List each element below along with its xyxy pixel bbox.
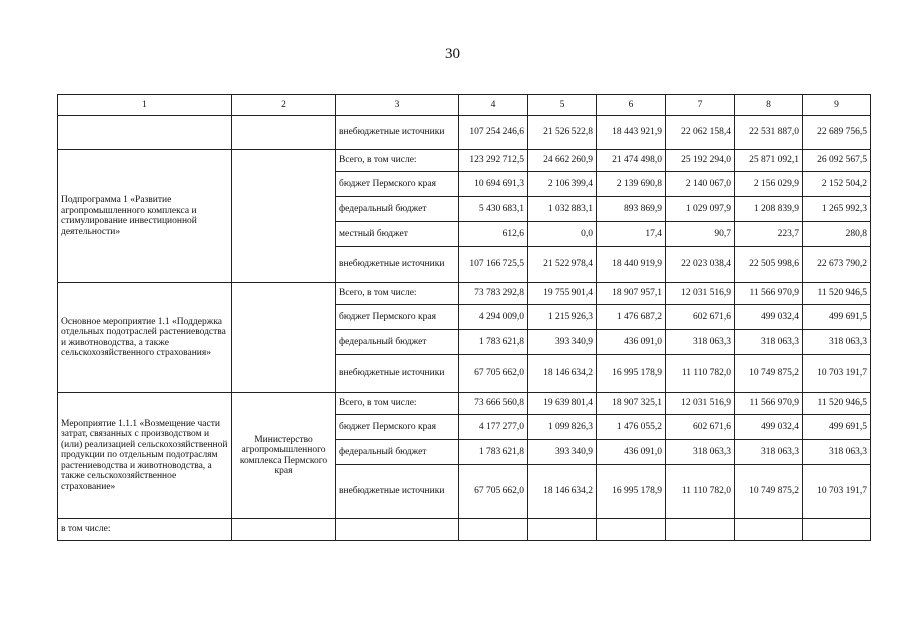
- value-cell: 318 063,3: [735, 440, 803, 465]
- header-row: [58, 95, 871, 116]
- value-cell: 436 091,0: [597, 330, 666, 355]
- value-cell: 21 474 498,0: [597, 150, 666, 172]
- value-cell: 499 032,4: [735, 415, 803, 440]
- funding-source-cell: Всего, в том числе:: [336, 393, 459, 415]
- value-cell: 11 566 970,9: [735, 393, 803, 415]
- header-cell: 9: [803, 95, 871, 116]
- funding-source-cell: федеральный бюджет: [336, 440, 459, 465]
- value-cell: 107 254 246,6: [459, 116, 528, 150]
- value-cell: 318 063,3: [803, 440, 871, 465]
- value-cell: 612,6: [459, 222, 528, 247]
- value-cell: 602 671,6: [666, 415, 735, 440]
- budget-table: [57, 94, 871, 541]
- value-cell: 318 063,3: [666, 330, 735, 355]
- value-cell: [597, 519, 666, 541]
- value-cell: 2 152 504,2: [803, 172, 871, 197]
- value-cell: 393 340,9: [528, 440, 597, 465]
- funding-source-cell: бюджет Пермского края: [336, 172, 459, 197]
- value-cell: 1 265 992,3: [803, 197, 871, 222]
- value-cell: 11 520 946,5: [803, 393, 871, 415]
- table-row: [58, 393, 871, 415]
- value-cell: 11 520 946,5: [803, 283, 871, 305]
- funding-source-cell: внебюджетные источники: [336, 355, 459, 393]
- header-cell: 5: [528, 95, 597, 116]
- executor-cell: [232, 519, 336, 541]
- funding-source-cell: внебюджетные источники: [336, 116, 459, 150]
- value-cell: 1 215 926,3: [528, 305, 597, 330]
- value-cell: 67 705 662,0: [459, 355, 528, 393]
- value-cell: 223,7: [735, 222, 803, 247]
- value-cell: 18 907 325,1: [597, 393, 666, 415]
- value-cell: 1 476 687,2: [597, 305, 666, 330]
- header-cell: 6: [597, 95, 666, 116]
- page-number: 30: [445, 46, 460, 62]
- table-row: [58, 519, 871, 541]
- funding-source-cell: местный бюджет: [336, 222, 459, 247]
- funding-source-cell: Всего, в том числе:: [336, 283, 459, 305]
- value-cell: 436 091,0: [597, 440, 666, 465]
- funding-source-cell: [336, 519, 459, 541]
- header-cell: 2: [232, 95, 336, 116]
- value-cell: 4 177 277,0: [459, 415, 528, 440]
- value-cell: 16 995 178,9: [597, 355, 666, 393]
- header-cell: 3: [336, 95, 459, 116]
- value-cell: 499 691,5: [803, 415, 871, 440]
- value-cell: 25 192 294,0: [666, 150, 735, 172]
- table-row: [58, 283, 871, 305]
- executor-cell: [232, 116, 336, 150]
- value-cell: 1 029 097,9: [666, 197, 735, 222]
- executor-cell: Министерство агропромышленного комплекса Пермского края: [232, 393, 336, 519]
- header-cell: 8: [735, 95, 803, 116]
- program-name-cell: Мероприятие 1.1.1 «Возмещение части затрат, связанных с производством и (или) реализацией сельскохозяйственной продукции по отдельным подотраслям растениеводства и животноводства, а также сельскохозяйственное страхование»: [58, 393, 232, 519]
- funding-source-cell: внебюджетные источники: [336, 465, 459, 519]
- program-name-cell: Основное мероприятие 1.1 «Поддержка отдельных подотраслей растениеводства и животноводства, а также сельскохозяйственного страхования»: [58, 283, 232, 393]
- value-cell: 18 443 921,9: [597, 116, 666, 150]
- value-cell: 4 294 009,0: [459, 305, 528, 330]
- value-cell: 499 691,5: [803, 305, 871, 330]
- funding-source-cell: федеральный бюджет: [336, 330, 459, 355]
- value-cell: [803, 519, 871, 541]
- value-cell: 893 869,9: [597, 197, 666, 222]
- value-cell: 21 522 978,4: [528, 247, 597, 283]
- value-cell: 24 662 260,9: [528, 150, 597, 172]
- value-cell: 1 208 839,9: [735, 197, 803, 222]
- funding-source-cell: бюджет Пермского края: [336, 415, 459, 440]
- value-cell: 26 092 567,5: [803, 150, 871, 172]
- value-cell: 10 749 875,2: [735, 355, 803, 393]
- program-name-cell: Подпрограмма 1 «Развитие агропромышленного комплекса и стимулирование инвестиционной деятельности»: [58, 150, 232, 283]
- value-cell: 280,8: [803, 222, 871, 247]
- value-cell: 2 156 029,9: [735, 172, 803, 197]
- value-cell: 318 063,3: [735, 330, 803, 355]
- value-cell: 2 140 067,0: [666, 172, 735, 197]
- value-cell: 22 505 998,6: [735, 247, 803, 283]
- value-cell: 1 476 055,2: [597, 415, 666, 440]
- value-cell: [528, 519, 597, 541]
- value-cell: 21 526 522,8: [528, 116, 597, 150]
- value-cell: 22 062 158,4: [666, 116, 735, 150]
- value-cell: 22 673 790,2: [803, 247, 871, 283]
- value-cell: 2 106 399,4: [528, 172, 597, 197]
- value-cell: 12 031 516,9: [666, 393, 735, 415]
- value-cell: 18 440 919,9: [597, 247, 666, 283]
- value-cell: 12 031 516,9: [666, 283, 735, 305]
- value-cell: 0,0: [528, 222, 597, 247]
- value-cell: 107 166 725,5: [459, 247, 528, 283]
- value-cell: 22 689 756,5: [803, 116, 871, 150]
- value-cell: 22 023 038,4: [666, 247, 735, 283]
- header-cell: 1: [58, 95, 232, 116]
- value-cell: 19 755 901,4: [528, 283, 597, 305]
- value-cell: [735, 519, 803, 541]
- value-cell: 2 139 690,8: [597, 172, 666, 197]
- value-cell: 11 110 782,0: [666, 355, 735, 393]
- value-cell: 1 783 621,8: [459, 440, 528, 465]
- program-name-cell: в том числе:: [58, 519, 232, 541]
- value-cell: 22 531 887,0: [735, 116, 803, 150]
- value-cell: 10 749 875,2: [735, 465, 803, 519]
- program-name-cell: [58, 116, 232, 150]
- value-cell: [459, 519, 528, 541]
- table-row: [58, 116, 871, 150]
- value-cell: 393 340,9: [528, 330, 597, 355]
- table-row: [58, 150, 871, 172]
- value-cell: 11 566 970,9: [735, 283, 803, 305]
- executor-cell: [232, 283, 336, 393]
- value-cell: 73 666 560,8: [459, 393, 528, 415]
- value-cell: 16 995 178,9: [597, 465, 666, 519]
- executor-cell: [232, 150, 336, 283]
- value-cell: 499 032,4: [735, 305, 803, 330]
- value-cell: 11 110 782,0: [666, 465, 735, 519]
- value-cell: 19 639 801,4: [528, 393, 597, 415]
- value-cell: 1 099 826,3: [528, 415, 597, 440]
- value-cell: 1 032 883,1: [528, 197, 597, 222]
- value-cell: 602 671,6: [666, 305, 735, 330]
- funding-source-cell: внебюджетные источники: [336, 247, 459, 283]
- value-cell: 90,7: [666, 222, 735, 247]
- value-cell: 10 703 191,7: [803, 465, 871, 519]
- value-cell: [666, 519, 735, 541]
- value-cell: 17,4: [597, 222, 666, 247]
- value-cell: 18 146 634,2: [528, 355, 597, 393]
- funding-source-cell: федеральный бюджет: [336, 197, 459, 222]
- value-cell: 318 063,3: [803, 330, 871, 355]
- value-cell: 1 783 621,8: [459, 330, 528, 355]
- header-cell: 7: [666, 95, 735, 116]
- value-cell: 73 783 292,8: [459, 283, 528, 305]
- funding-source-cell: Всего, в том числе:: [336, 150, 459, 172]
- value-cell: 18 907 957,1: [597, 283, 666, 305]
- value-cell: 10 694 691,3: [459, 172, 528, 197]
- value-cell: 318 063,3: [666, 440, 735, 465]
- value-cell: 18 146 634,2: [528, 465, 597, 519]
- header-cell: 4: [459, 95, 528, 116]
- value-cell: 10 703 191,7: [803, 355, 871, 393]
- value-cell: 123 292 712,5: [459, 150, 528, 172]
- funding-source-cell: бюджет Пермского края: [336, 305, 459, 330]
- value-cell: 67 705 662,0: [459, 465, 528, 519]
- value-cell: 25 871 092,1: [735, 150, 803, 172]
- value-cell: 5 430 683,1: [459, 197, 528, 222]
